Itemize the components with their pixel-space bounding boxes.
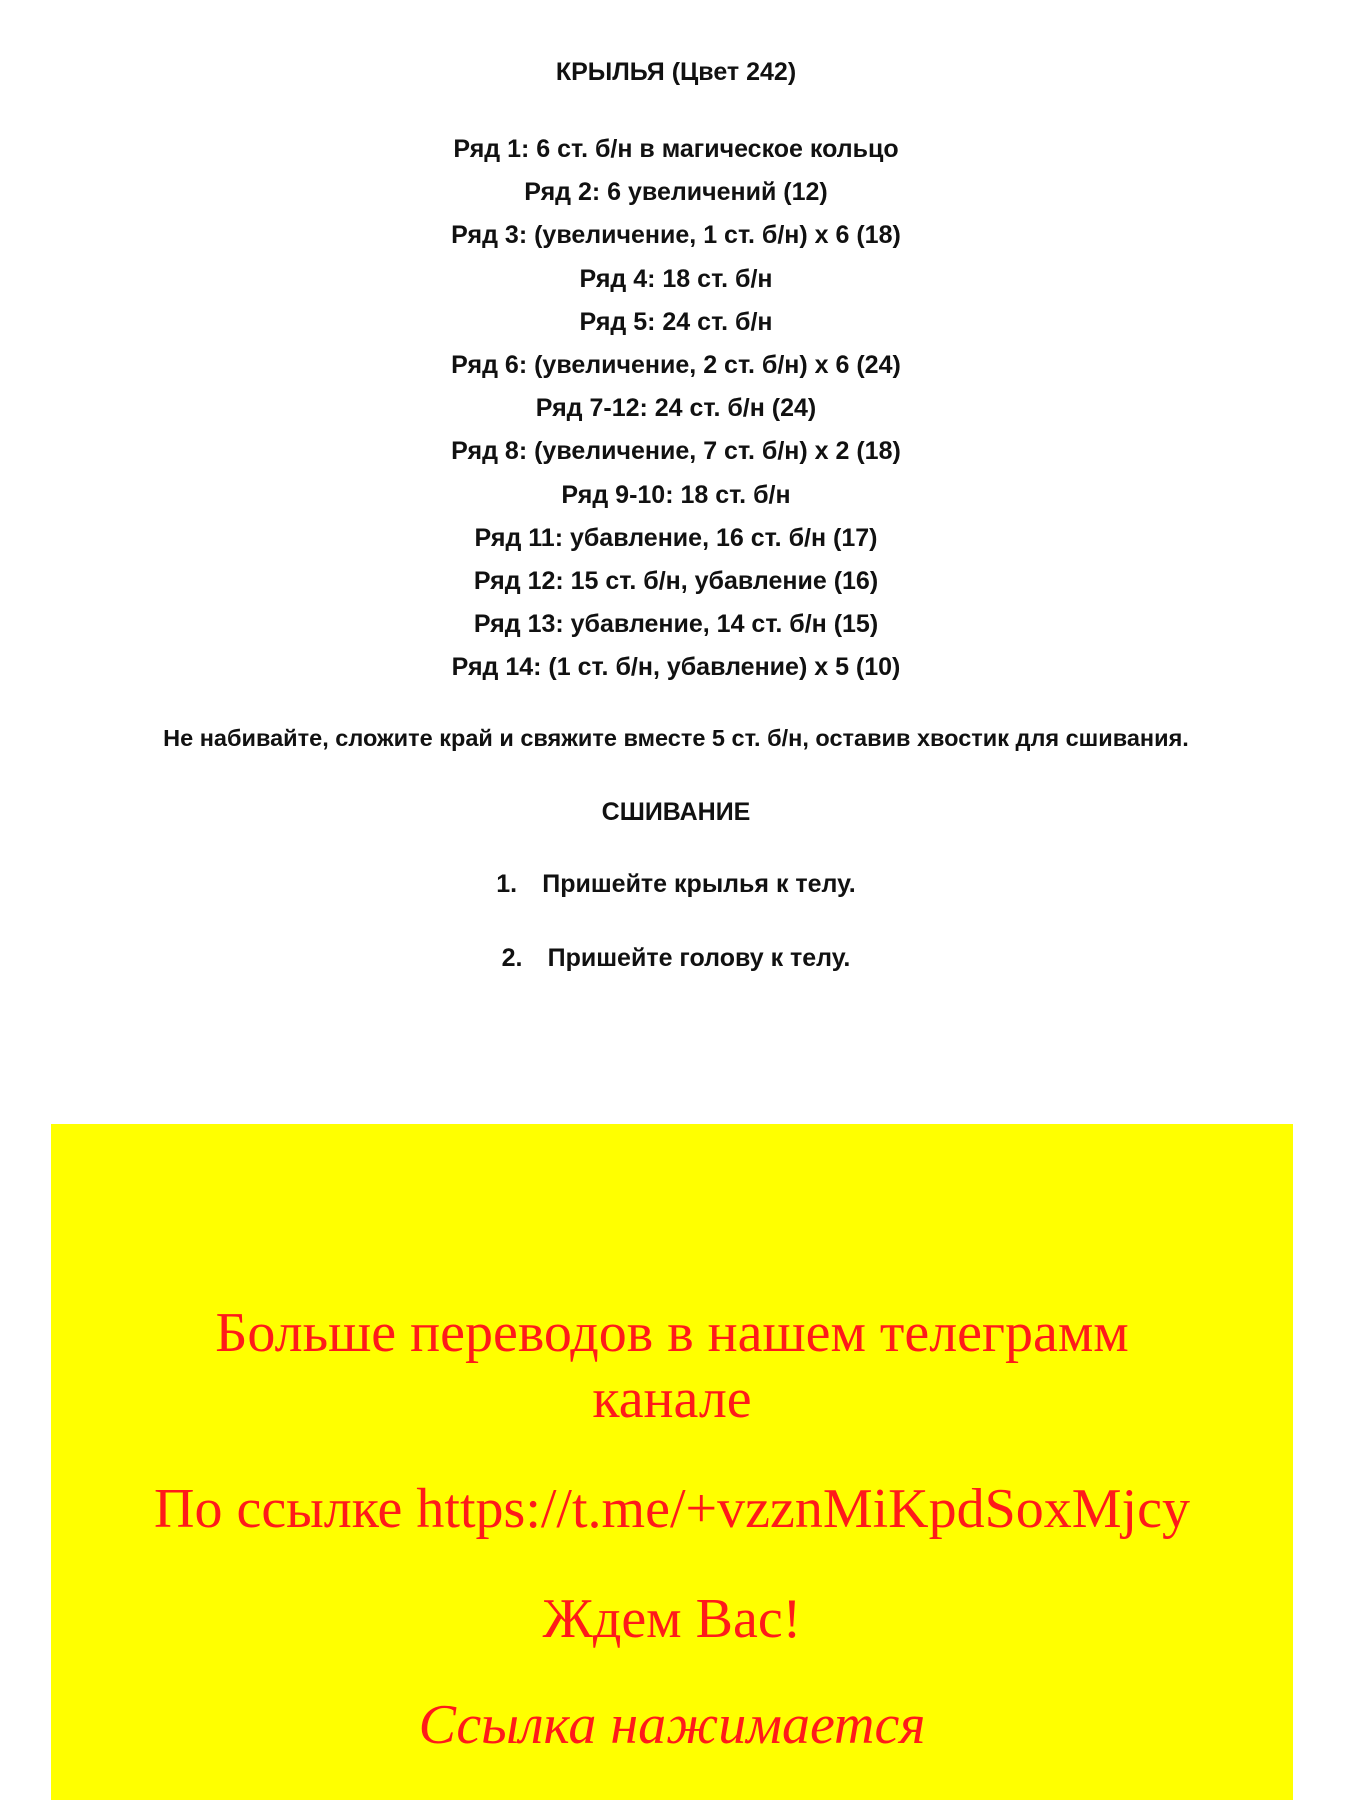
banner-link-clickable-note[interactable]: Ссылка нажимается: [418, 1694, 926, 1756]
banner-line-more-translations: Больше переводов в нашем телеграмм: [215, 1302, 1129, 1364]
banner-line-welcome: Ждем Вас!: [542, 1588, 802, 1650]
row-list: [0, 128, 1352, 689]
row-item: Ряд 5: 24 ст. б/н: [579, 307, 773, 336]
row-item: Ряд 7-12: 24 ст. б/н (24): [535, 394, 817, 423]
row-item: Ряд 2: 6 увеличений (12): [524, 178, 828, 207]
banner-line-channel: канале: [592, 1368, 752, 1430]
row-item: Ряд 14: (1 ст. б/н, убавление) х 5 (10): [451, 653, 901, 682]
step-number: 2.: [501, 944, 523, 972]
row-item: Ряд 6: (увеличение, 2 ст. б/н) х 6 (24): [451, 350, 901, 379]
instruction-note: Не набивайте, сложите край и свяжите вместе 5 ст. б/н, оставив хвостик для сшивания.: [163, 725, 1189, 751]
page-title: КРЫЛЬЯ (Цвет 242): [555, 58, 797, 86]
row-item: Ряд 3: (увеличение, 1 ст. б/н) х 6 (18): [451, 221, 901, 250]
assembly-steps: [0, 868, 1352, 1016]
banner-telegram-link[interactable]: По ссылке https://t.me/+vzznMiKpdSoxMjcy: [154, 1478, 1190, 1540]
row-item: Ряд 11: убавление, 16 ст. б/н (17): [474, 523, 878, 552]
row-item: Ряд 4: 18 ст. б/н: [579, 264, 773, 293]
step-number: 1.: [496, 870, 518, 898]
section-title-assembly: СШИВАНИЕ: [601, 798, 751, 826]
step-item: [0, 868, 1352, 942]
step-item: [0, 942, 1352, 1016]
row-item: Ряд 9-10: 18 ст. б/н: [561, 480, 791, 509]
promo-banner[interactable]: [51, 1124, 1293, 1800]
row-item: Ряд 13: убавление, 14 ст. б/н (15): [473, 610, 879, 639]
row-item: Ряд 8: (увеличение, 7 ст. б/н) х 2 (18): [451, 437, 901, 466]
step-text: Пришейте голову к телу.: [547, 944, 851, 972]
row-item: Ряд 1: 6 ст. б/н в магическое кольцо: [453, 135, 899, 163]
row-item: Ряд 12: 15 ст. б/н, убавление (16): [473, 566, 879, 595]
step-text: Пришейте крылья к телу.: [542, 870, 856, 898]
